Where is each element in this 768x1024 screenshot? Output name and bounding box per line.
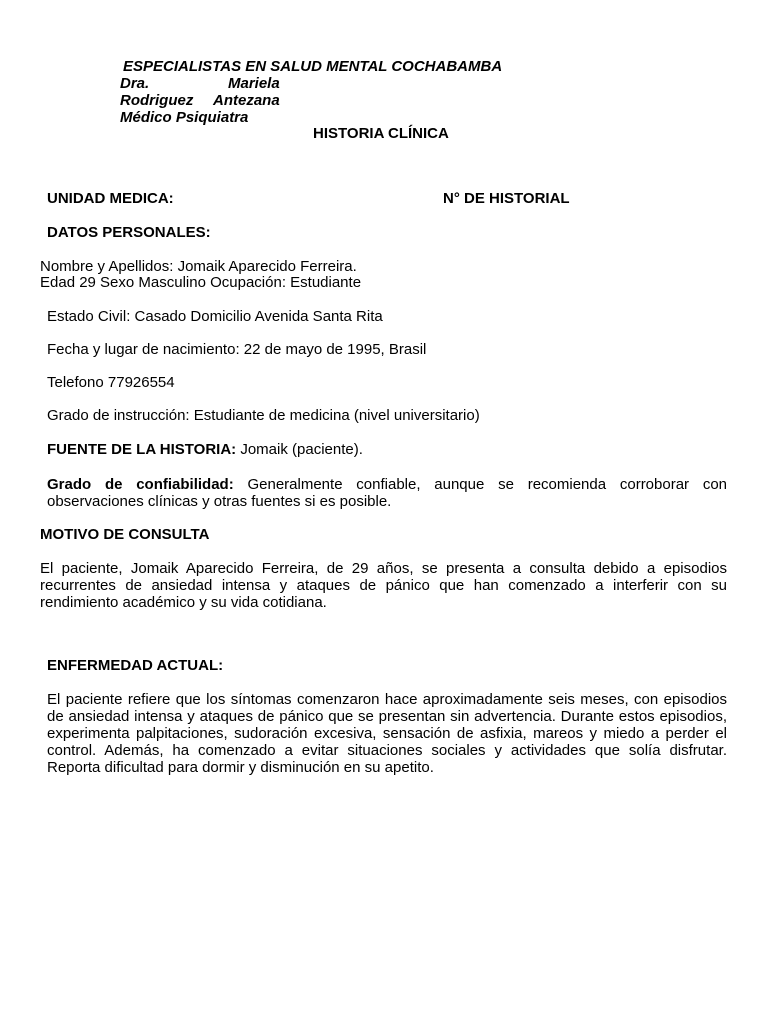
unidad-medica-label: UNIDAD MEDICA: [47, 190, 174, 207]
historial-label: N° DE HISTORIAL [443, 190, 570, 207]
doctor-last-name-2: Antezana [213, 92, 280, 109]
institution-name: ESPECIALISTAS EN SALUD MENTAL COCHABAMBA [123, 58, 503, 75]
enfermedad-heading: ENFERMEDAD ACTUAL: [47, 657, 224, 674]
enfermedad-paragraph: El paciente refiere que los síntomas comenzaron hace aproximadamente seis meses, con episodios de ansiedad intensa y ataques de pánico que se presentan sin advertencia. Durante estos episodios, experimenta palpitaciones, sudoración excesiva, sensación de asfixia, mareos y miedo a perder el control. Además, ha comenzado a evitar situaciones sociales y actividades que solía disfrutar. Reporta dificultad para dormir y disminución en su apetito. [47, 691, 727, 776]
confiabilidad-label: Grado de confiabilidad: [47, 476, 234, 493]
motivo-heading: MOTIVO DE CONSULTA [40, 526, 210, 543]
datos-personales-label: DATOS PERSONALES: [47, 224, 211, 241]
doctor-role: Médico Psiquiatra [120, 109, 249, 126]
estado-civil-line: Estado Civil: Casado Domicilio Avenida Santa Rita [47, 308, 383, 325]
document-title: HISTORIA CLÍNICA [313, 125, 449, 142]
doctor-first-name: Mariela [228, 75, 280, 92]
motivo-paragraph: El paciente, Jomaik Aparecido Ferreira, de 29 años, se presenta a consulta debido a episodios recurrentes de ansiedad intensa y ataques de pánico que han comenzado a interferir con su rendimiento académico y su vida cotidiana. [40, 560, 727, 611]
nacimiento-line: Fecha y lugar de nacimiento: 22 de mayo de 1995, Brasil [47, 341, 427, 358]
fuente-value: Jomaik (paciente). [236, 441, 363, 458]
edad-line: Edad 29 Sexo Masculino Ocupación: Estudiante [40, 274, 362, 291]
fuente-line [47, 441, 363, 458]
doctor-prefix: Dra. [120, 75, 150, 92]
telefono-line: Telefono 77926554 [47, 374, 175, 391]
confiabilidad-value: Generalmente confiable, aunque se recomienda corroborar con observaciones clínicas y otras fuentes si es posible. [47, 476, 727, 510]
nombre-line: Nombre y Apellidos: Jomaik Aparecido Ferreira. [40, 258, 357, 275]
instruccion-line: Grado de instrucción: Estudiante de medicina (nivel universitario) [47, 407, 480, 424]
fuente-label: FUENTE DE LA HISTORIA: [47, 441, 237, 458]
confiabilidad-paragraph [47, 476, 727, 510]
doctor-last-name-1: Rodriguez [120, 92, 194, 109]
